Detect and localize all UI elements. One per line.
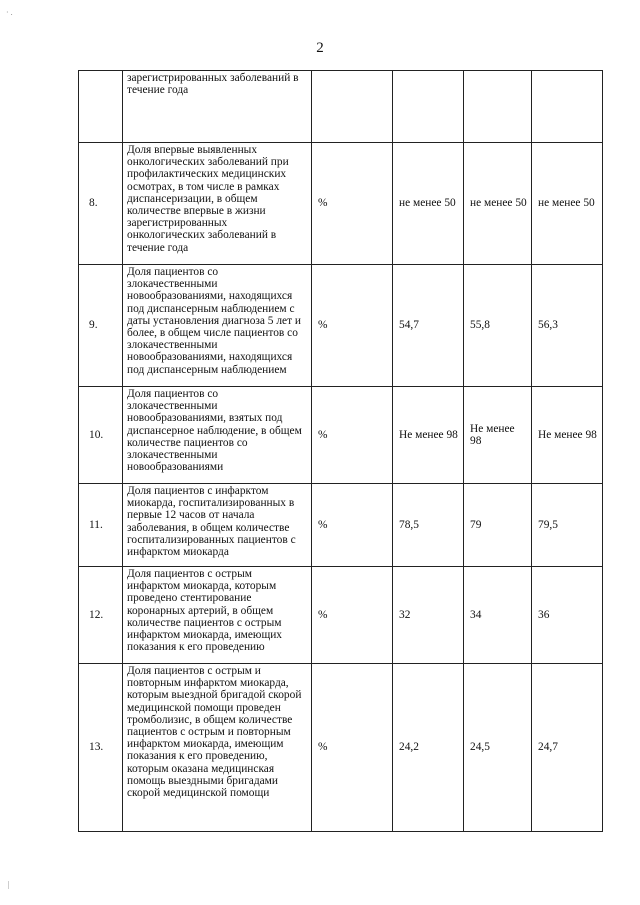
indicator-name: Доля впервые выявленных онкологических заболеваний при профилактических медицинских осмотрах, в том числе в рамках диспансеризации, в общем количестве впервые в жизни зарегистрированных онкологических заболеваний в течение года bbox=[123, 143, 312, 265]
row-number bbox=[79, 71, 123, 143]
value-year-2: 79 bbox=[464, 484, 532, 567]
table-row bbox=[79, 71, 603, 143]
table-row bbox=[79, 265, 603, 387]
indicator-name: Доля пациентов с острым и повторным инфарктом миокарда, которым выездной бригадой скорой медицинской помощи проведен тромболизис, в общем количестве пациентов с острым и повторным инфарктом миокарда, имеющим показания к его проведению, которым оказана медицинская помощь выездными бригадами скорой медицинской помощи bbox=[123, 664, 312, 832]
indicator-name: зарегистрированных заболеваний в течение года bbox=[123, 71, 312, 143]
value-year-3: 56,3 bbox=[532, 265, 603, 387]
row-number: 12. bbox=[79, 567, 123, 664]
unit-cell: % bbox=[312, 484, 393, 567]
value-year-2: Не менее 98 bbox=[464, 387, 532, 484]
value-year-3: 79,5 bbox=[532, 484, 603, 567]
row-number: 8. bbox=[79, 143, 123, 265]
value-year-1: 24,2 bbox=[393, 664, 464, 832]
value-year-2: не менее 50 bbox=[464, 143, 532, 265]
value-year-3: Не менее 98 bbox=[532, 387, 603, 484]
row-number: 10. bbox=[79, 387, 123, 484]
indicator-name: Доля пациентов с острым инфарктом миокарда, которым проведено стентирование коронарных артерий, в общем количестве пациентов с острым инфарктом миокарда, имеющих показания к его проведению bbox=[123, 567, 312, 664]
value-year-2: 24,5 bbox=[464, 664, 532, 832]
unit-cell: % bbox=[312, 387, 393, 484]
value-year-3 bbox=[532, 71, 603, 143]
value-year-1: Не менее 98 bbox=[393, 387, 464, 484]
unit-cell: % bbox=[312, 265, 393, 387]
value-year-2: 55,8 bbox=[464, 265, 532, 387]
indicator-name: Доля пациентов с инфарктом миокарда, госпитализированных в первые 12 часов от начала заболевания, в общем количестве госпитализированных пациентов с инфарктом миокарда bbox=[123, 484, 312, 567]
value-year-3: не менее 50 bbox=[532, 143, 603, 265]
row-number: 9. bbox=[79, 265, 123, 387]
indicator-name: Доля пациентов со злокачественными новообразованиями, взятых под диспансерное наблюдение, в общем количестве пациентов со злокачественными новообразованиями bbox=[123, 387, 312, 484]
table-row bbox=[79, 567, 603, 664]
row-number: 11. bbox=[79, 484, 123, 567]
value-year-1: не менее 50 bbox=[393, 143, 464, 265]
indicator-name: Доля пациентов со злокачественными новообразованиями, находящихся под диспансерным наблюдением с даты установления диагноза 5 лет и более, в общем числе пациентов со злокачественными новообразованиями, находящихся под диспансерным наблюдением bbox=[123, 265, 312, 387]
row-number: 13. bbox=[79, 664, 123, 832]
value-year-2: 34 bbox=[464, 567, 532, 664]
value-year-1: 78,5 bbox=[393, 484, 464, 567]
table-row bbox=[79, 664, 603, 832]
unit-cell: % bbox=[312, 567, 393, 664]
value-year-3: 36 bbox=[532, 567, 603, 664]
table-row bbox=[79, 143, 603, 265]
value-year-1 bbox=[393, 71, 464, 143]
indicators-table bbox=[78, 70, 603, 832]
value-year-1: 54,7 bbox=[393, 265, 464, 387]
value-year-2 bbox=[464, 71, 532, 143]
scan-speck: · . bbox=[6, 8, 13, 17]
table-row bbox=[79, 484, 603, 567]
unit-cell: % bbox=[312, 143, 393, 265]
value-year-1: 32 bbox=[393, 567, 464, 664]
scan-speck: | bbox=[8, 880, 10, 889]
value-year-3: 24,7 bbox=[532, 664, 603, 832]
unit-cell bbox=[312, 71, 393, 143]
unit-cell: % bbox=[312, 664, 393, 832]
page-number: 2 bbox=[316, 40, 324, 56]
table-row bbox=[79, 387, 603, 484]
